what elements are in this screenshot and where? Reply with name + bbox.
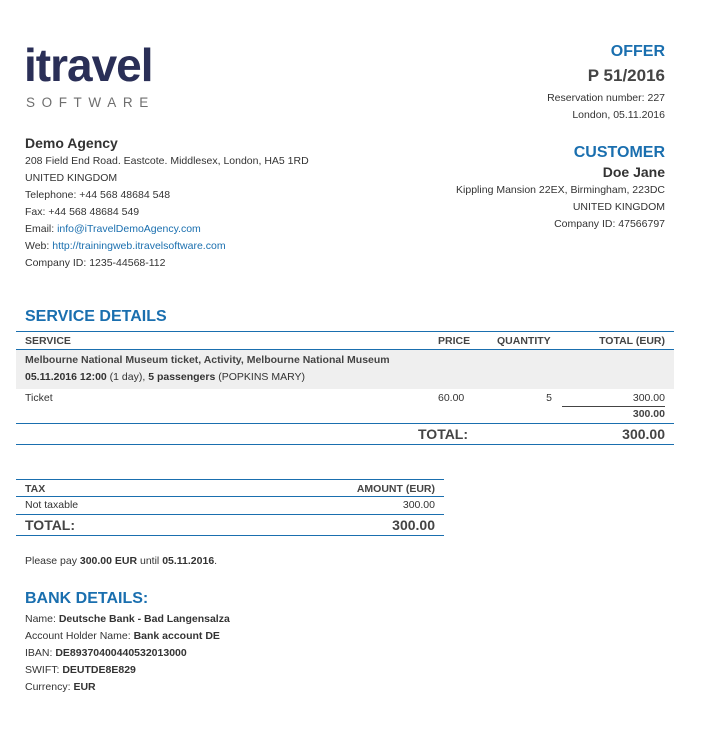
reservation-number: Reservation number: 227 xyxy=(547,92,665,104)
customer-title: CUSTOMER xyxy=(573,144,665,161)
bank-swift: DEUTDE8E829 xyxy=(62,664,136,676)
grand-total-value: 300.00 xyxy=(622,426,665,442)
agency-email-row xyxy=(25,221,309,238)
payment-prefix: Please pay xyxy=(25,555,80,567)
payment-suffix: . xyxy=(214,555,218,567)
payment-date: 05.11.2016 xyxy=(162,555,215,567)
line-price: 60.00 xyxy=(438,392,465,404)
offer-title: OFFER xyxy=(610,43,665,60)
agency-fax: Fax: +44 568 48684 549 xyxy=(25,206,140,218)
bank-holder: Bank account DE xyxy=(133,630,220,642)
header-total: TOTAL (EUR) xyxy=(599,335,665,347)
service-item-date: 05.11.2016 12:00 xyxy=(25,371,107,383)
tax-total-value: 300.00 xyxy=(392,517,435,533)
bank-currency: EUR xyxy=(73,681,96,693)
subtotal-rule xyxy=(562,406,665,407)
customer-details xyxy=(456,182,665,233)
header-quantity: QUANTITY xyxy=(497,335,551,347)
agency-web-row xyxy=(25,238,309,255)
bank-swift-label: SWIFT: xyxy=(25,664,63,676)
bank-currency-label: Currency: xyxy=(25,681,74,693)
table-rule xyxy=(16,514,444,515)
offer-number: P 51/2016 xyxy=(587,66,665,85)
service-details-title: SERVICE DETAILS xyxy=(25,308,167,325)
header-amount: AMOUNT (EUR) xyxy=(356,483,435,495)
place-date: London, 05.11.2016 xyxy=(572,109,665,121)
service-item-title: Melbourne National Museum ticket, Activity, Melbourne National Museum xyxy=(25,354,390,366)
table-rule xyxy=(16,535,444,536)
table-rule xyxy=(16,331,674,332)
service-item-info xyxy=(25,371,305,383)
header-price: PRICE xyxy=(438,335,471,347)
tax-row-name: Not taxable xyxy=(25,499,79,511)
table-rule xyxy=(16,479,444,480)
email-label: Email: xyxy=(25,223,58,235)
agency-address: 208 Field End Road. Eastcote. Middlesex, London, HA5 1RD xyxy=(25,155,309,167)
line-name: Ticket xyxy=(25,392,53,404)
bank-holder-row xyxy=(25,628,230,645)
bank-details xyxy=(25,611,230,696)
bank-details-title: BANK DETAILS: xyxy=(25,590,149,607)
subtotal-value: 300.00 xyxy=(632,408,665,420)
header-service: SERVICE xyxy=(25,335,71,347)
agency-name: Demo Agency xyxy=(25,135,118,151)
service-item-duration: (1 day), xyxy=(106,371,149,383)
bank-iban-row xyxy=(25,645,230,662)
logo-wordmark: itravel xyxy=(24,39,153,91)
line-total: 300.00 xyxy=(632,392,665,404)
customer-name: Doe Jane xyxy=(602,164,665,180)
bank-name-row xyxy=(25,611,230,628)
bank-holder-label: Account Holder Name: xyxy=(25,630,134,642)
payment-note xyxy=(25,555,217,567)
payment-middle: until xyxy=(137,555,163,567)
header-tax: TAX xyxy=(25,483,46,495)
agency-details xyxy=(25,153,309,272)
tax-total-label: TOTAL: xyxy=(25,517,76,533)
grand-total-label: TOTAL: xyxy=(418,426,469,442)
agency-country: UNITED KINGDOM xyxy=(25,172,118,184)
table-rule xyxy=(16,496,444,497)
agency-company-id: Company ID: 1235-44568-112 xyxy=(25,257,166,269)
customer-country: UNITED KINGDOM xyxy=(572,201,665,213)
table-rule xyxy=(16,444,674,445)
customer-company-id: Company ID: 47566797 xyxy=(554,218,665,230)
bank-currency-row xyxy=(25,679,230,696)
bank-name-label: Name: xyxy=(25,613,59,625)
bank-name: Deutsche Bank - Bad Langensalza xyxy=(58,613,230,625)
web-link[interactable]: http://trainingweb.itravelsoftware.com xyxy=(52,240,226,252)
service-item-names: (POPKINS MARY) xyxy=(215,371,305,383)
email-link[interactable]: info@iTravelDemoAgency.com xyxy=(57,223,201,235)
table-rule xyxy=(16,423,674,424)
bank-iban-label: IBAN: xyxy=(25,647,56,659)
service-item-passengers: 5 passengers xyxy=(148,371,216,383)
bank-swift-row xyxy=(25,662,230,679)
agency-telephone: Telephone: +44 568 48684 548 xyxy=(25,189,171,201)
payment-amount: 300.00 EUR xyxy=(79,555,138,567)
web-label: Web: xyxy=(25,240,53,252)
service-item-row xyxy=(16,350,674,389)
customer-address: Kippling Mansion 22EX, Birmingham, 223DC xyxy=(456,184,665,196)
logo-subtitle: SOFTWARE xyxy=(26,95,155,110)
bank-iban: DE89370400440532013000 xyxy=(55,647,187,659)
line-quantity: 5 xyxy=(546,392,552,404)
tax-row-amount: 300.00 xyxy=(402,499,435,511)
